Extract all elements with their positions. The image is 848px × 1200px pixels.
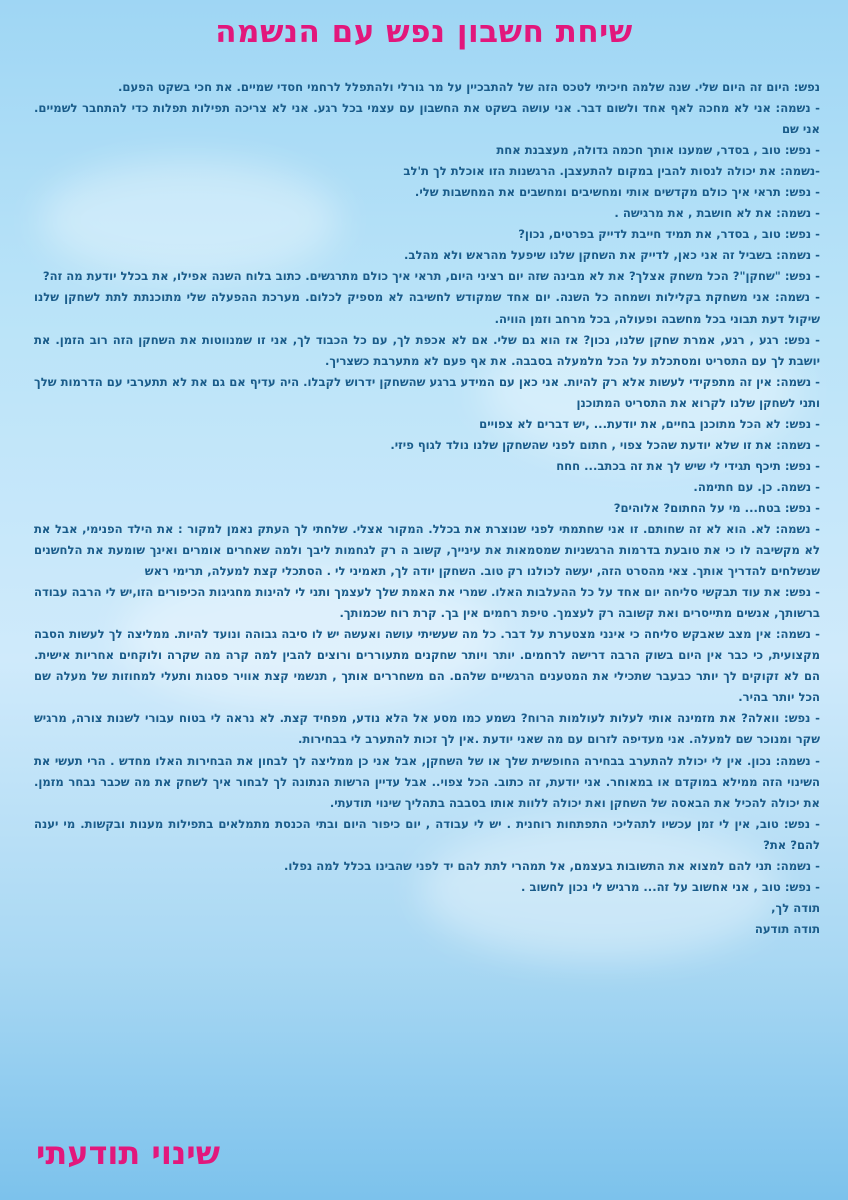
- dialogue-paragraph: - נפש: רגע , רגע, אמרת שחקן שלנו, נכון? אז הוא גם שלי. אם לא אכפת לך, עם כל הכבוד לך, אני זו שמנווטות את השחקן הזה רוב הזמן. את יושבת לך עם התסריט ומסתכלת על הכל מלמעלה בסבבה. את אף פעם לא מתערבת כשצריך.: [34, 332, 820, 368]
- dialogue-paragraph: - נשמה: בשביל זה אני כאן, לדייק את השחקן שלנו שיפעל מהראש ולא מהלב.: [403, 248, 820, 263]
- dialogue-paragraph: נפש: היום זה היום שלי. שנה שלמה חיכיתי לטכס הזה של להתבכיין על מר גורלי ולהתפלל לרחמי חסדי שמיים. את חכי בשקט הפעם.: [117, 80, 820, 94]
- dialogue-paragraph: - נשמה: לא. הוא לא זה שחותם. זו אני שחתמתי לפני שנוצרת את בכלל. המקור אצלי. שלחתי לך העתק נאמן למקור : את הילד הפנימי, אבל את לא מקשיבה לו כי את טובעת בדרמות הרגשניות שמסמאות את עינייך, קשוב ה רק לגחמות ליבך ולמה שאחרים אומרים ואינך שומעת את הלחשנים שנשלחים להדריך אותך. צאי מהסרט הזה, יעשה לכולנו רק טוב. השחקן יודה לך, תאמיני לי . הסתכלי קצת למעלה, תרימי ראש: [34, 521, 820, 579]
- dialogue-body: [34, 77, 820, 940]
- signature: שינוי תודעתי: [36, 1134, 220, 1172]
- dialogue-paragraph: - נשמה: אין מצב שאבקש סליחה כי אינני מצטערת על דבר. כל מה שעשיתי עושה ואעשה יש לו סיבה גבוהה ונועד להיות. ממליצה לך לעשות הסבה מקצועית, כי כבר אין היום בשוק הרבה דרישה לרחמים. יותר ויותר שחקנים מתעוררים ורוצים להבין למה קרה מה שקרה ולוקחים אחריות אישית. הם לא זקוקים לך יותר כבעבר שתכילי את המטענים הרגשיים שלהם. הם משחררים אותך , תנשמי קצת אוויר פסגות ותעלי למחוזות של מעלה שם הכל יותר בהיר.: [34, 627, 820, 705]
- dialogue-paragraph: - נפש: תיכף תגידי לי שיש לך את זה בכתב... חחח: [556, 458, 820, 473]
- dialogue-paragraph: - נפש: "שחקן"? הכל משחק אצלך? את לא מבינה שזה יום רציני היום, תראי איך כולם מתרגשים. כתוב בלוח השנה אפילו, את בכלל יודעת מה זה?: [42, 269, 820, 284]
- closing-line: תודה תודעה: [754, 921, 820, 936]
- dialogue-paragraph: - נשמה: אין זה מתפקידי לעשות אלא רק להיות. אני כאן עם המידע ברגע שהשחקן ידרוש לקבלו. היה עדיף אם גם את לא תתערבי עם הדרמות שלך ותני לשחקן שלנו לקרוא את התסריט המתוכנן: [34, 374, 820, 410]
- dialogue-paragraph: - נפש: טוב, אין לי זמן עכשיו לתהליכי התפתחות רוחנית . יש לי עבודה , יום כיפור היום ובתי הכנסת מתמלאים בתפילות מענות ובקשות. מי יענה להם? את?: [34, 816, 820, 852]
- dialogue-paragraph: - נפש: טוב , אני אחשוב על זה... מרגיש לי נכון לחשוב .: [521, 879, 820, 894]
- dialogue-paragraph: - נפש: לא הכל מתוכנן בחיים, את יודעת... ,יש דברים לא צפויים: [479, 416, 820, 431]
- closing-line: תודה לך,: [771, 900, 820, 915]
- dialogue-paragraph: - נפש: טוב , בסדר, את תמיד חייבת לדייק בפרטים, נכון?: [518, 227, 820, 242]
- dialogue-paragraph: -נשמה: את יכולה לנסות להבין במקום להתעצבן. הרגשנות הזו אוכלת לך ת'לב: [403, 164, 820, 179]
- dialogue-paragraph: - נשמה: נכון. אין לי יכולת להתערב בבחירה החופשית שלך או של השחקן, אבל אני כן ממליצה לך לבחון את הבחירות האלו מחדש . הרי תעשי את השינוי הזה ממילא במוקדם או במאוחר. אני יודעת, זה כתוב. הכל צפוי.. אבל עדיין הרשות הנתונה לך לבחור איך לשחק את מה שכבר נבחר מזמן. את יכולה להכיל את הבאסה של השחקן ואת יכולה ללוות אותו בסבבה בתהליך שינוי תודעתי.: [34, 753, 820, 810]
- dialogue-paragraph: - נשמה: את לא חושבת , את מרגישה .: [614, 206, 820, 221]
- dialogue-paragraph: - נשמה: אני משחקת בקלילות ושמחה כל השנה. יום אחד שמקודש לחשיבה לא מספיק לכלום. מערכת ההפעלה שלי מתוכנתת לתת לשחקן שלנו שיקול דעת תבוני בכל מחשבה ופעולה, בכל מרחב וזמן הוויה.: [34, 290, 820, 326]
- dialogue-paragraph: - נפש: את עוד תבקשי סליחה יום אחד על כל ההעלבות האלו. שמרי את האמת שלך לעצמך ותני לי להינות מחגיגות הכיפורים הזו,יש לי הרבה עבודה ברשותך, אנשים מתייסרים ואת קשובה רק לעצמך. טיפת רחמים אין בך. קרת רוח שכמותך.: [34, 585, 820, 621]
- dialogue-paragraph: - נפש: טוב , בסדר, שמענו אותך חכמה גדולה, מעצבנת אחת: [496, 143, 820, 158]
- dialogue-paragraph: - נפש: בטח... מי על החתום? אלוהים?: [613, 500, 820, 515]
- dialogue-paragraph: - נשמה. כן. עם חתימה.: [693, 479, 820, 494]
- dialogue-paragraph: - נפש: תראי איך כולם מקדשים אותי ומחשיבים ומחשבים את המחשבות שלי.: [414, 185, 820, 200]
- dialogue-paragraph: - נשמה: את זו שלא יודעת שהכל צפוי , חתום לפני שהשחקן שלנו נולד לגוף פיזי.: [390, 437, 820, 452]
- dialogue-paragraph: - נשמה: תני להם למצוא את התשובות בעצמם, אל תמהרי לתת להם יד לפני שהבינו בכלל למה נפלו.: [283, 858, 820, 873]
- dialogue-paragraph: - נפש: וואלה? את מזמינה אותי לעלות לעולמות הרוח? נשמע כמו מסע אל הלא נודע, מפחיד קצת. לא נראה לי בטוח עבורי לשנות צורה, מרגיש שקר ומנוכר שם למעלה. אני מעדיפה לזרום עם מה שאני יודעת .אין לך זכות להתערב לי בבחירות.: [34, 711, 820, 747]
- page-title: שיחת חשבון נפש עם הנשמה: [215, 14, 633, 50]
- dialogue-paragraph: - נשמה: אני לא מחכה לאף אחד ולשום דבר. אני עושה בשקט את החשבון עם עצמי בכל רגע. אני לא צריכה תפילות תפלות כדי להתחבר לשמיים. אני שם: [34, 101, 820, 137]
